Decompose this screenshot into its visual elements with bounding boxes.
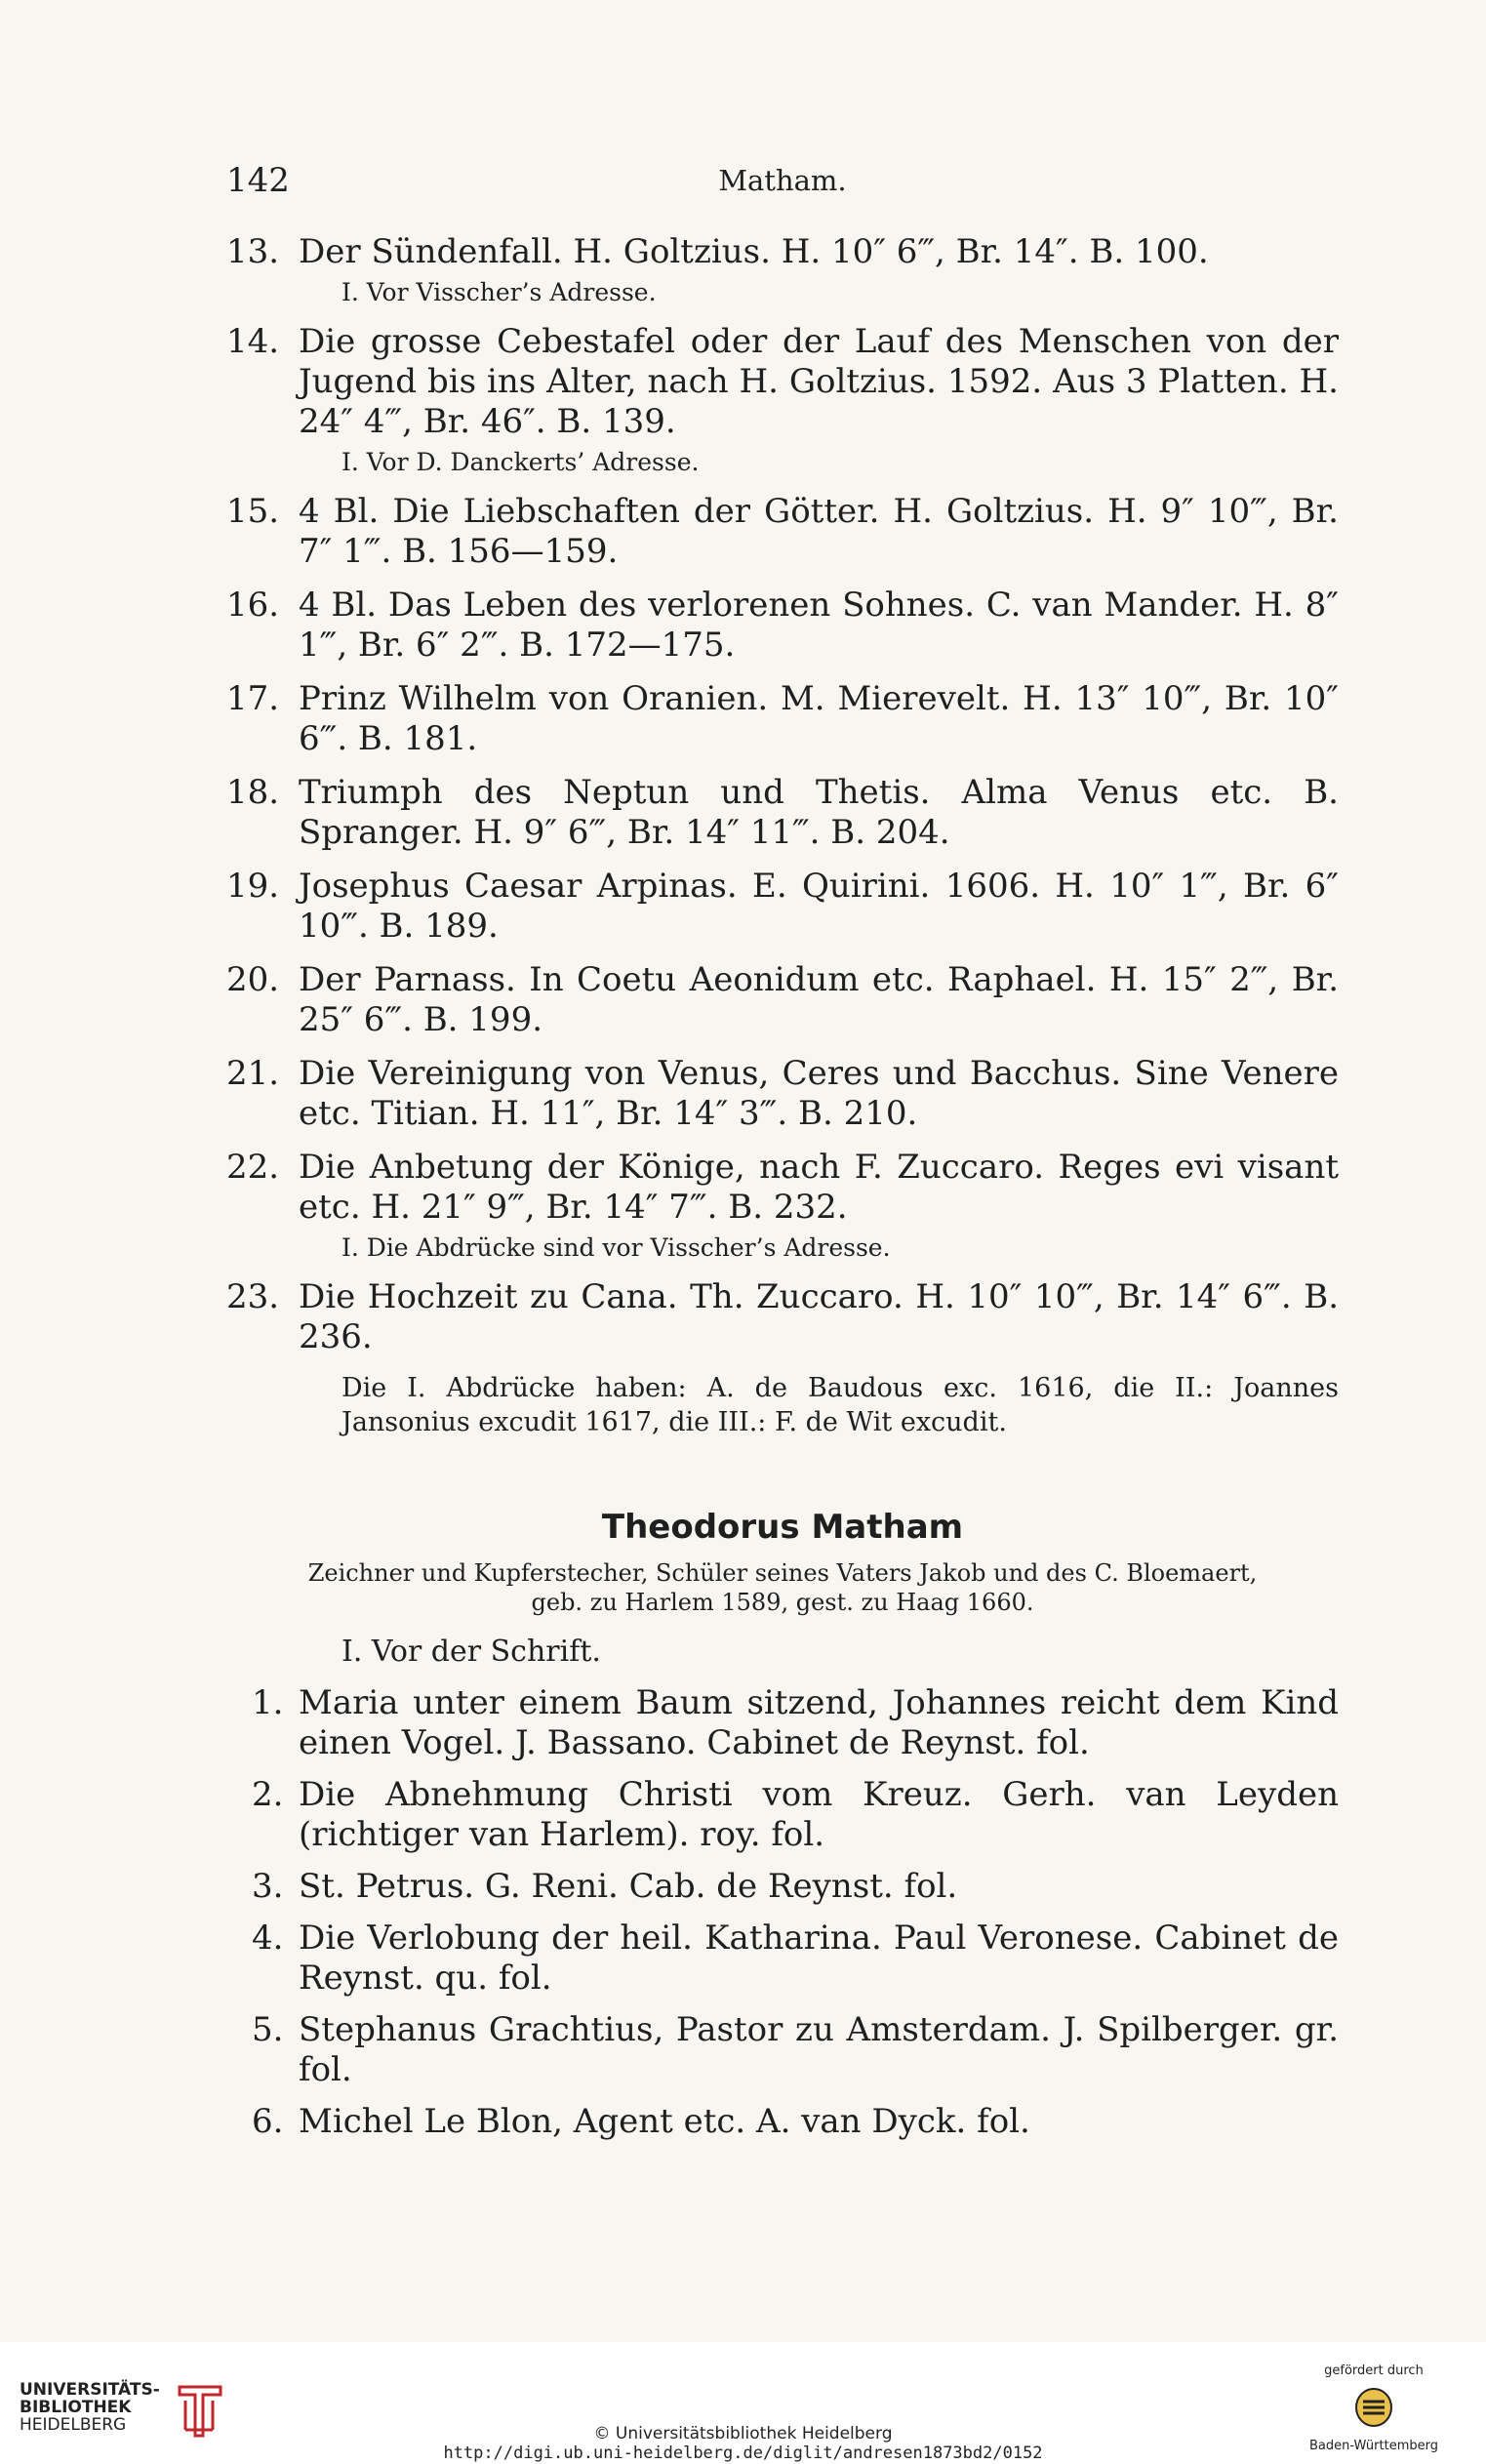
- works-list: [226, 1683, 1339, 2142]
- sponsor-name: Baden-Württemberg: [1309, 2439, 1438, 2453]
- catalog-entry: [226, 1919, 1339, 1999]
- catalog-list: [226, 232, 1339, 1439]
- catalog-entry: [226, 773, 1339, 853]
- entry-text: Die Verlobung der heil. Katharina. Paul Veronese. Cabinet de Reynst. qu. fol.: [299, 1919, 1339, 1998]
- entry-number: 13.: [226, 232, 280, 271]
- entry-note: Die I. Abdrücke haben: A. de Baudous exc. 1616, die II.: Joannes Jansonius excudit 1617, die III.: F. de Wit excudit.: [341, 1373, 1339, 1437]
- entry-number: 16.: [226, 586, 280, 625]
- catalog-entry: [226, 322, 1339, 442]
- entry-number: 19.: [226, 867, 280, 906]
- entry-number: 17.: [226, 679, 280, 718]
- catalog-entry: [226, 2010, 1339, 2090]
- entry-number: 2.: [252, 1775, 284, 1814]
- catalog-entry: [226, 679, 1339, 759]
- entry-note: I. Vor D. Danckerts’ Adresse.: [341, 448, 700, 476]
- entry-text: Maria unter einem Baum sitzend, Johannes reicht dem Kind einen Vogel. J. Bassano. Cabinet de Reynst. fol.: [299, 1683, 1339, 1762]
- entry-text: Michel Le Blon, Agent etc. A. van Dyck. fol.: [299, 2102, 1030, 2141]
- catalog-entry: [226, 492, 1339, 572]
- section-gap: [226, 1439, 1339, 1508]
- catalog-entry: [226, 2102, 1339, 2142]
- entry-text: Stephanus Grachtius, Pastor zu Amsterdam. J. Spilberger. gr. fol.: [299, 2010, 1339, 2089]
- coat-of-arms-icon: [1353, 2386, 1394, 2429]
- logo-line: BIBLIOTHEK: [20, 2398, 132, 2417]
- artist-bio: [285, 1558, 1280, 1617]
- entry-note: I. Vor Visscher’s Adresse.: [341, 278, 657, 306]
- catalog-entry: [226, 960, 1339, 1040]
- section-title: Theodorus Matham: [601, 1508, 964, 1547]
- entry-number: 3.: [252, 1867, 284, 1906]
- entry-text: Die Anbetung der Könige, nach F. Zuccaro. Reges evi visant etc. H. 21″ 9‴, Br. 14″ 7‴. B. 232.: [299, 1148, 1339, 1227]
- entry-number: 14.: [226, 322, 280, 361]
- entry-number: 18.: [226, 773, 280, 812]
- catalog-entry: [226, 1148, 1339, 1228]
- entry-text: Die Abnehmung Christi vom Kreuz. Gerh. van Leyden (richtiger van Harlem). roy. fol.: [299, 1775, 1339, 1854]
- entry-text: Die Hochzeit zu Cana. Th. Zuccaro. H. 10″ 10‴, Br. 14″ 6‴. B. 236.: [299, 1277, 1339, 1356]
- catalog-entry: [226, 586, 1339, 666]
- entry-number: 20.: [226, 960, 280, 999]
- catalog-entry: [226, 232, 1339, 272]
- sponsor-label: gefördert durch: [1324, 2363, 1424, 2378]
- source-link[interactable]: http://digi.ub.uni-heidelberg.de/diglit/andresen1873bd2/0152: [443, 2444, 1043, 2463]
- entry-text: Die grosse Cebestafel oder der Lauf des Menschen von der Jugend bis ins Alter, nach H. Goltzius. 1592. Aus 3 Platten. H. 24″ 4‴, Br. 46″. B. 139.: [299, 322, 1339, 441]
- entry-number: 15.: [226, 492, 280, 531]
- page-header: [226, 161, 1339, 210]
- entry-text: Josephus Caesar Arpinas. E. Quirini. 1606. H. 10″ 1‴, Br. 6″ 10‴. B. 189.: [299, 867, 1339, 946]
- catalog-entry: [226, 1775, 1339, 1855]
- entry-number: 4.: [252, 1919, 284, 1958]
- catalog-entry: [226, 867, 1339, 947]
- entry-text: Der Sündenfall. H. Goltzius. H. 10″ 6‴, Br. 14″. B. 100.: [299, 232, 1209, 271]
- entry-text: St. Petrus. G. Reni. Cab. de Reynst. fol.: [299, 1867, 958, 1906]
- logo-line: HEIDELBERG: [20, 2415, 127, 2435]
- artist-bio-line: geb. zu Harlem 1589, gest. zu Haag 1660.: [531, 1589, 1034, 1616]
- footer: [0, 2342, 1486, 2464]
- entry-number: 22.: [226, 1148, 280, 1187]
- logo-line: UNIVERSITÄTS-: [20, 2380, 160, 2400]
- catalog-entry: [226, 1867, 1339, 1907]
- footer-credit: [0, 2424, 1486, 2463]
- entry-number: 23.: [226, 1277, 280, 1316]
- catalog-entry: [226, 1683, 1339, 1763]
- entry-number: 5.: [252, 2010, 284, 2049]
- entry-text: Triumph des Neptun und Thetis. Alma Venus etc. B. Spranger. H. 9″ 6‴, Br. 14″ 11‴. B. 204.: [299, 773, 1339, 852]
- page-body: [226, 232, 1339, 2142]
- copyright-text: © Universitätsbibliothek Heidelberg: [593, 2424, 893, 2444]
- entry-text: Der Parnass. In Coetu Aeonidum etc. Raphael. H. 15″ 2‴, Br. 25″ 6‴. B. 199.: [299, 960, 1339, 1039]
- entry-text: Die Vereinigung von Venus, Ceres und Bacchus. Sine Venere etc. Titian. H. 11″, Br. 14″ 3‴. B. 210.: [299, 1054, 1339, 1133]
- entry-text: 4 Bl. Das Leben des verlorenen Sohnes. C. van Mander. H. 8″ 1‴, Br. 6″ 2‴. B. 172—175.: [299, 586, 1339, 665]
- entry-note: I. Die Abdrücke sind vor Visscher’s Adresse.: [341, 1233, 891, 1262]
- page-number: 142: [226, 161, 290, 200]
- catalog-entry: [226, 1054, 1339, 1134]
- catalog-entry: [226, 1277, 1339, 1357]
- sponsor-badge: [1301, 2363, 1447, 2453]
- state-note: I. Vor der Schrift.: [341, 1635, 601, 1669]
- running-title: Matham.: [718, 164, 847, 197]
- entry-number: 21.: [226, 1054, 280, 1093]
- entry-text: Prinz Wilhelm von Oranien. M. Mierevelt. H. 13″ 10‴, Br. 10″ 6‴. B. 181.: [299, 679, 1339, 758]
- artist-bio-line: Zeichner und Kupferstecher, Schüler seines Vaters Jakob und des C. Bloemaert,: [307, 1559, 1258, 1587]
- entry-number: 1.: [252, 1683, 284, 1722]
- entry-number: 6.: [252, 2102, 284, 2141]
- entry-text: 4 Bl. Die Liebschaften der Götter. H. Goltzius. H. 9″ 10‴, Br. 7″ 1‴. B. 156—159.: [299, 492, 1339, 571]
